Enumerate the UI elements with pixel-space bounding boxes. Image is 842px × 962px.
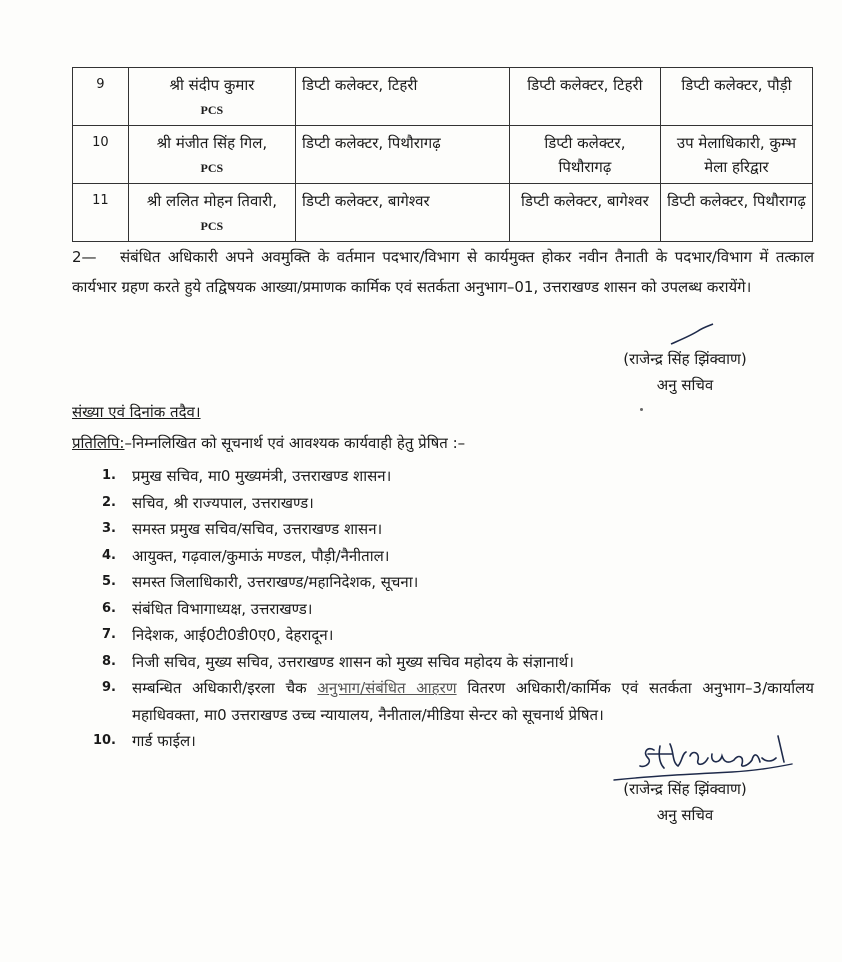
recipients-list (72, 463, 814, 755)
item-number: 3. (102, 521, 116, 536)
item-number: 8. (102, 653, 116, 669)
table-row (73, 68, 813, 126)
item-text: प्रमुख सचिव, मा0 मुख्यमंत्री, उत्तराखण्ड शासन। (132, 467, 392, 485)
item-text: संबंधित विभागाध्यक्ष, उत्तराखण्ड। (132, 599, 313, 618)
item-text: निजी सचिव, मुख्य सचिव, उत्तराखण्ड शासन को मुख्य सचिव महोदय के संज्ञानार्थ। (132, 652, 574, 671)
item-number: 1. (102, 468, 116, 483)
officer-name-cell (128, 68, 295, 126)
item-text: गार्ड फाईल। (132, 732, 196, 750)
cadre: PCS (200, 219, 224, 233)
signatory-designation: अनु सचिव (656, 806, 714, 824)
signatory-name: (राजेन्द्र सिंह झिंक्वाण) (623, 780, 747, 798)
copy-text: –निम्नलिखित को सूचनार्थ एवं आवश्यक कार्यवाही हेतु प्रेषित :– (124, 434, 466, 452)
from-post-cell: डिप्टी कलेक्टर, टिहरी (296, 68, 510, 126)
item9-marked-text: अनुभाग/संबंधित आहरण (317, 679, 457, 697)
officer-name-cell (128, 126, 295, 184)
list-item (72, 463, 814, 490)
serial-cell: 11 (73, 184, 129, 242)
initials-mark-icon (668, 322, 716, 348)
table-row (73, 184, 813, 242)
current-post-cell: डिप्टी कलेक्टर, बागेश्वर (509, 184, 660, 242)
officer-name: श्री संदीप कुमार (169, 76, 255, 94)
item-number: 7. (102, 627, 116, 642)
item-text: सचिव, श्री राज्यपाल, उत्तराखण्ड। (132, 493, 314, 512)
transfer-table (72, 67, 813, 242)
item9-text-start: सम्बन्धित अधिकारी/इरला चैक (132, 679, 318, 697)
new-post-cell: उप मेलाधिकारी, कुम्भ मेला हरिद्वार (660, 126, 812, 184)
item9-text-end: वितरण अधिकारी/कार्मिक एवं सतर्कता अनुभाग–3/कार्यालय महाधिवक्ता, मा0 उत्तराखण्ड उच्च न्यायालय, नैनीताल/मीडिया सेन्टर को सूचनार्थ प्रेषित। (132, 679, 815, 724)
from-post-cell: डिप्टी कलेक्टर, बागेश्वर (296, 184, 510, 242)
new-post-cell: डिप्टी कलेक्टर, पिथौरागढ़ (660, 184, 812, 242)
item-number: 9. (102, 680, 116, 695)
signatory-name: (राजेन्द्र सिंह झिंक्वाण) (623, 350, 747, 368)
from-post-cell: डिप्टी कलेक्टर, पिथौरागढ़ (296, 126, 510, 184)
copy-to-line (72, 433, 465, 453)
signature-block-2 (600, 776, 770, 828)
officer-name-cell (128, 184, 295, 242)
reference-line: संख्या एवं दिनांक तदैव। (72, 403, 201, 421)
list-item (72, 596, 814, 623)
list-item (72, 649, 814, 676)
item-number: 10. (92, 733, 116, 748)
paragraph-text: संबंधित अधिकारी अपने अवमुक्ति के वर्तमान पदभार/विभाग से कार्यमुक्त होकर नवीन तैनाती के पदभार/विभाग में तत्काल कार्यभार ग्रहण करते हुये तद्विषयक आख्या/प्रमाणक कार्मिक एवं सतर्कता अनुभाग–01, उत्तराखण्ड शासन को उपलब्ध करायेंगे। (72, 248, 814, 296)
item-text: समस्त प्रमुख सचिव/सचिव, उत्तराखण्ड शासन। (132, 520, 383, 538)
table-row (73, 126, 813, 184)
list-item (72, 516, 814, 543)
current-post-cell: डिप्टी कलेक्टर, पिथौरागढ़ (509, 126, 660, 184)
item-text: समस्त जिलाधिकारी, उत्तराखण्ड/महानिदेशक, सूचना। (132, 573, 419, 591)
item-number: 4. (102, 547, 116, 563)
current-post-cell: डिप्टी कलेक्टर, टिहरी (509, 68, 660, 126)
list-item (72, 490, 814, 517)
signatory-designation: अनु सचिव (656, 376, 714, 394)
officer-name: श्री मंजीत सिंह गिल, (156, 134, 268, 152)
list-item (72, 569, 814, 596)
officer-name: श्री ललित मोहन तिवारी, (146, 192, 277, 210)
ink-dot (640, 408, 643, 411)
item-text: निदेशक, आई0टी0डी0ए0, देहरादून। (132, 626, 334, 644)
paragraph-number: 2— (72, 248, 97, 266)
list-item (72, 543, 814, 570)
new-post-cell: डिप्टी कलेक्टर, पौड़ी (660, 68, 812, 126)
item-number: 6. (102, 600, 116, 616)
cadre: PCS (200, 103, 224, 117)
item-text: आयुक्त, गढ़वाल/कुमाऊं मण्डल, पौड़ी/नैनीताल। (132, 546, 390, 565)
copy-label: प्रतिलिपि: (72, 434, 125, 452)
item-number: 2. (102, 494, 116, 510)
cadre: PCS (200, 161, 224, 175)
item-number: 5. (102, 574, 116, 589)
item-text (132, 675, 814, 728)
signature-block-1 (600, 346, 770, 398)
serial-cell: 9 (73, 68, 129, 126)
serial-cell: 10 (73, 126, 129, 184)
paragraph-2 (72, 242, 814, 302)
list-item (72, 675, 814, 728)
list-item (72, 622, 814, 649)
